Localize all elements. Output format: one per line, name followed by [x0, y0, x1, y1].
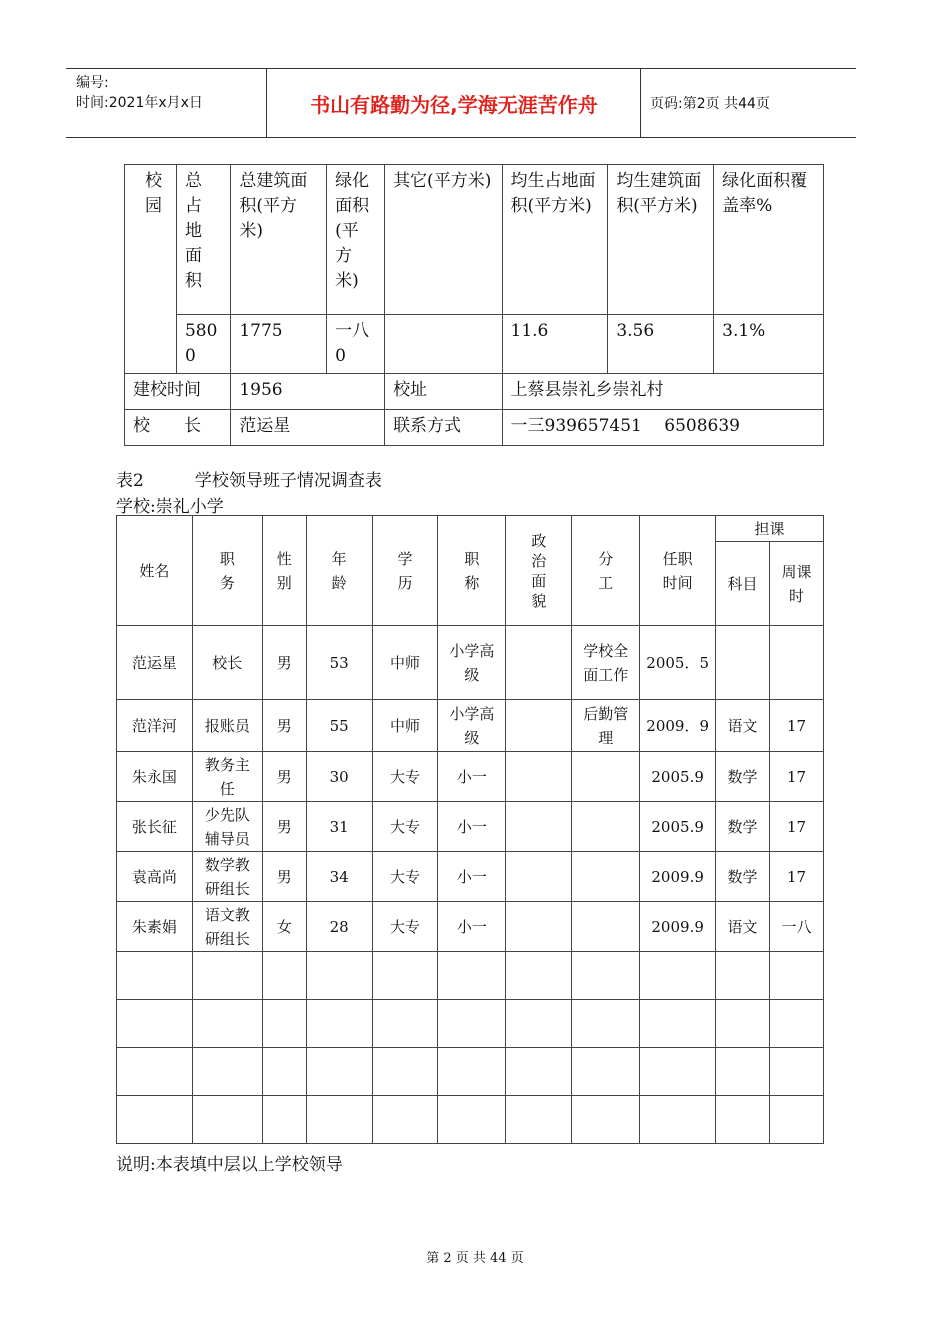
cell-post [192, 802, 262, 852]
cell-hours [770, 902, 824, 952]
th-hours [770, 542, 824, 626]
cell-hours [770, 626, 824, 700]
cell-title [438, 802, 506, 852]
empty-row [117, 1000, 824, 1048]
value-cell [608, 315, 714, 374]
empty-cell [372, 1096, 438, 1144]
header-cell [502, 165, 608, 315]
cell-post [192, 902, 262, 952]
th-name: 姓名 [117, 516, 193, 626]
campus-label-cell [125, 165, 177, 374]
th-subject: 科目 [716, 542, 770, 626]
cell-post-text: 报账员 [204, 716, 250, 735]
empty-cell [117, 1096, 193, 1144]
number-label: 编号: [76, 75, 109, 91]
cell-age [306, 700, 372, 752]
cell-age [306, 802, 372, 852]
header-per-student-building: 均生建筑面积(平方米) [616, 171, 702, 216]
cell-name [117, 902, 193, 952]
empty-cell [506, 1096, 572, 1144]
empty-cell [438, 1048, 506, 1096]
cell-division [572, 802, 640, 852]
leadership-table [116, 515, 824, 1144]
value-cell [176, 315, 230, 374]
empty-cell [372, 1000, 438, 1048]
cell-tenure-text: 2009．9 [646, 716, 709, 735]
th-politics [506, 516, 572, 626]
header-other: 其它(平方米) [393, 171, 492, 191]
cell-post-text: 校长 [212, 653, 243, 672]
empty-cell [640, 1048, 716, 1096]
empty-cell [192, 1096, 262, 1144]
cell-edu-text: 大专 [390, 917, 421, 936]
cell-division [572, 752, 640, 802]
cell-tenure-text: 2005．5 [646, 653, 709, 672]
empty-cell [306, 1048, 372, 1096]
cell-hours-text: 一八 [781, 917, 812, 936]
value-green-area: 一八0 [335, 321, 370, 366]
cell-post [192, 852, 262, 902]
value-cell [502, 315, 608, 374]
cell-sex [262, 902, 306, 952]
header-cell [714, 165, 824, 315]
empty-cell [262, 1096, 306, 1144]
page-footer: 第 2 页 共 44 页 [426, 1251, 524, 1266]
cell-edu-text: 大专 [390, 817, 421, 836]
cell-hours-text: 17 [786, 716, 807, 735]
empty-cell [506, 1048, 572, 1096]
cell-edu-text: 大专 [390, 867, 421, 886]
principal-label: 校 长 [133, 416, 201, 436]
cell-name-text: 朱永国 [131, 767, 177, 786]
cell-division-text: 学校全面工作 [583, 641, 629, 684]
cell-sex [262, 626, 306, 700]
cell-tenure-text: 2009.9 [651, 867, 704, 886]
cell-post [192, 626, 262, 700]
cell-politics [506, 852, 572, 902]
cell-subject [716, 700, 770, 752]
value-per-student-building: 3.56 [616, 321, 655, 341]
cell-sex [262, 802, 306, 852]
cell-age-text: 31 [329, 817, 349, 836]
cell-title-text: 小学高级 [449, 704, 495, 747]
empty-cell [372, 952, 438, 1000]
empty-cell [572, 952, 640, 1000]
table-row [117, 626, 824, 700]
empty-cell [192, 1048, 262, 1096]
cell-hours [770, 852, 824, 902]
cell-name [117, 802, 193, 852]
cell-tenure-text: 2005.9 [651, 817, 704, 836]
th-post-text: 职务 [219, 549, 235, 592]
empty-row [117, 1096, 824, 1144]
cell-title [438, 700, 506, 752]
cell-politics [506, 626, 572, 700]
cell-age-text: 28 [329, 917, 349, 936]
founded-label: 建校时间 [133, 380, 201, 400]
header-meta [76, 73, 203, 113]
cell-sex [262, 752, 306, 802]
th-edu [372, 516, 438, 626]
contact-value-cell [502, 410, 824, 446]
empty-cell [306, 952, 372, 1000]
cell-edu [372, 752, 438, 802]
cell-tenure [640, 752, 716, 802]
empty-cell [438, 1096, 506, 1144]
empty-cell [506, 1000, 572, 1048]
cell-hours [770, 802, 824, 852]
empty-cell [640, 1000, 716, 1048]
cell-subject [716, 852, 770, 902]
cell-subject-text: 语文 [727, 716, 758, 735]
empty-cell [117, 952, 193, 1000]
th-title-text: 职称 [464, 549, 480, 592]
cell-hours-text: 17 [786, 767, 807, 786]
table-row [117, 902, 824, 952]
header-divider [266, 69, 267, 137]
th-teaching: 担课 [716, 516, 824, 542]
cell-politics [506, 902, 572, 952]
address-value: 上蔡县崇礼乡崇礼村 [510, 380, 664, 400]
cell-sex-text: 男 [276, 767, 292, 786]
cell-title [438, 902, 506, 952]
empty-cell [117, 1000, 193, 1048]
empty-cell [770, 1048, 824, 1096]
empty-cell [716, 1048, 770, 1096]
th-division [572, 516, 640, 626]
cell-edu [372, 902, 438, 952]
cell-title-text: 小一 [456, 767, 487, 786]
header-cell [327, 165, 385, 315]
cell-subject-text: 数学 [727, 817, 758, 836]
address-label-cell [385, 374, 502, 410]
cell-politics [506, 700, 572, 752]
cell-age [306, 852, 372, 902]
cell-title-text: 小一 [456, 917, 487, 936]
cell-division-text: 后勤管理 [583, 704, 629, 747]
table-row [117, 852, 824, 902]
cell-subject-text: 数学 [727, 767, 758, 786]
value-total-area: 5800 [184, 321, 218, 366]
th-sex [262, 516, 306, 626]
table2-caption: 表2 学校领导班子情况调查表 [116, 471, 382, 491]
cell-name-text: 张长征 [131, 817, 177, 836]
cell-sex-text: 男 [276, 653, 292, 672]
empty-cell [716, 1000, 770, 1048]
empty-cell [506, 952, 572, 1000]
cell-age-text: 34 [329, 867, 349, 886]
value-cell [231, 315, 327, 374]
cell-division [572, 626, 640, 700]
cell-age-text: 53 [329, 653, 349, 672]
empty-cell [770, 1000, 824, 1048]
value-green-ratio: 3.1% [722, 321, 766, 341]
empty-cell [640, 1096, 716, 1144]
header-cell [385, 165, 502, 315]
cell-edu-text: 中师 [390, 716, 421, 735]
empty-cell [770, 952, 824, 1000]
school-line: 学校:崇礼小学 [116, 497, 224, 517]
header-cell [176, 165, 230, 315]
contact-label-cell [385, 410, 502, 446]
empty-row [117, 952, 824, 1000]
cell-post-text: 语文教研组长 [204, 905, 250, 948]
cell-name-text: 袁高尚 [131, 867, 177, 886]
header-cell [608, 165, 714, 315]
cell-sex-text: 男 [276, 867, 292, 886]
empty-row [117, 1048, 824, 1096]
cell-name [117, 700, 193, 752]
header-green-ratio: 绿化面积覆盖率% [722, 171, 808, 216]
motto: 书山有路勤为径,学海无涯苦作舟 [310, 93, 598, 117]
cell-edu [372, 802, 438, 852]
cell-post-text: 数学教研组长 [204, 855, 250, 898]
value-cell [327, 315, 385, 374]
founded-value: 1956 [239, 380, 283, 400]
empty-cell [306, 1000, 372, 1048]
cell-subject-text: 数学 [727, 867, 758, 886]
th-tenure-text: 任职时间 [662, 549, 693, 592]
cell-edu-text: 大专 [390, 767, 421, 786]
th-politics-text: 政治面貌 [531, 531, 547, 610]
campus-label: 校园 [145, 171, 162, 216]
th-age-text: 年龄 [331, 549, 347, 592]
cell-name [117, 852, 193, 902]
page-info: 页码:第2页 共44页 [650, 96, 770, 112]
cell-politics [506, 752, 572, 802]
cell-tenure [640, 626, 716, 700]
table-row [117, 752, 824, 802]
header-green-area: 绿化面积(平方米) [335, 171, 370, 291]
th-hours-text: 周课时 [781, 562, 812, 605]
cell-age-text: 30 [329, 767, 349, 786]
table-note: 说明:本表填中层以上学校领导 [116, 1155, 343, 1175]
cell-title-text: 小学高级 [449, 641, 495, 684]
header-cell [231, 165, 327, 315]
cell-title [438, 626, 506, 700]
th-edu-text: 学历 [397, 549, 413, 592]
empty-cell [572, 1000, 640, 1048]
cell-tenure [640, 700, 716, 752]
th-post [192, 516, 262, 626]
empty-cell [306, 1096, 372, 1144]
empty-cell [640, 952, 716, 1000]
contact-label: 联系方式 [393, 416, 462, 436]
cell-title [438, 752, 506, 802]
cell-post-text: 教务主任 [204, 755, 250, 798]
cell-title [438, 852, 506, 902]
th-division-text: 分工 [598, 549, 614, 592]
header-per-student-land: 均生占地面积(平方米) [510, 171, 596, 216]
cell-tenure [640, 902, 716, 952]
th-age [306, 516, 372, 626]
time-label: 时间:2021年x月x日 [76, 95, 203, 111]
cell-age-text: 55 [329, 716, 349, 735]
empty-cell [438, 1000, 506, 1048]
empty-cell [262, 952, 306, 1000]
cell-subject-text: 语文 [727, 917, 758, 936]
cell-edu [372, 852, 438, 902]
cell-name-text: 范洋河 [131, 716, 177, 735]
document-header [66, 68, 856, 138]
founded-value-cell [231, 374, 385, 410]
th-sex-text: 性别 [276, 549, 292, 592]
contact-value: 一三939657451 6508639 [510, 416, 740, 436]
cell-hours [770, 752, 824, 802]
cell-post-text: 少先队辅导员 [204, 805, 250, 848]
header-building-area: 总建筑面积(平方米) [239, 171, 308, 241]
cell-edu [372, 700, 438, 752]
cell-hours-text: 17 [786, 817, 807, 836]
cell-politics [506, 802, 572, 852]
cell-tenure [640, 802, 716, 852]
founded-label-cell [125, 374, 231, 410]
cell-subject [716, 752, 770, 802]
cell-hours [770, 700, 824, 752]
empty-cell [716, 1096, 770, 1144]
cell-sex [262, 700, 306, 752]
cell-subject [716, 626, 770, 700]
principal-value: 范运星 [239, 416, 291, 436]
address-label: 校址 [393, 380, 428, 400]
address-value-cell [502, 374, 824, 410]
cell-post [192, 700, 262, 752]
empty-cell [192, 952, 262, 1000]
cell-hours-text: 17 [786, 867, 807, 886]
header-divider [640, 69, 641, 137]
th-tenure [640, 516, 716, 626]
cell-tenure [640, 852, 716, 902]
th-title [438, 516, 506, 626]
value-building-area: 1775 [239, 321, 283, 341]
principal-label-cell [125, 410, 231, 446]
empty-cell [572, 1096, 640, 1144]
cell-sex-text: 女 [276, 917, 292, 936]
value-cell [714, 315, 824, 374]
empty-cell [716, 952, 770, 1000]
cell-tenure-text: 2009.9 [651, 917, 704, 936]
cell-name-text: 朱素娟 [131, 917, 177, 936]
empty-cell [262, 1048, 306, 1096]
table-row [117, 802, 824, 852]
empty-cell [262, 1000, 306, 1048]
empty-cell [770, 1096, 824, 1144]
cell-edu [372, 626, 438, 700]
cell-tenure-text: 2005.9 [651, 767, 704, 786]
principal-value-cell [231, 410, 385, 446]
empty-cell [117, 1048, 193, 1096]
cell-age [306, 902, 372, 952]
empty-cell [372, 1048, 438, 1096]
cell-subject [716, 802, 770, 852]
value-cell [385, 315, 502, 374]
cell-division [572, 700, 640, 752]
cell-age [306, 626, 372, 700]
campus-table [124, 164, 824, 446]
cell-subject [716, 902, 770, 952]
empty-cell [572, 1048, 640, 1096]
cell-name [117, 626, 193, 700]
cell-division [572, 852, 640, 902]
value-per-student-land: 11.6 [510, 321, 549, 341]
cell-name [117, 752, 193, 802]
cell-division [572, 902, 640, 952]
header-total-area: 总占地面积 [184, 171, 202, 291]
cell-edu-text: 中师 [390, 653, 421, 672]
cell-title-text: 小一 [456, 867, 487, 886]
table-row [117, 700, 824, 752]
cell-sex-text: 男 [276, 817, 292, 836]
cell-name-text: 范运星 [131, 653, 177, 672]
empty-cell [192, 1000, 262, 1048]
cell-post [192, 752, 262, 802]
cell-title-text: 小一 [456, 817, 487, 836]
cell-sex-text: 男 [276, 716, 292, 735]
empty-cell [438, 952, 506, 1000]
cell-age [306, 752, 372, 802]
cell-sex [262, 852, 306, 902]
